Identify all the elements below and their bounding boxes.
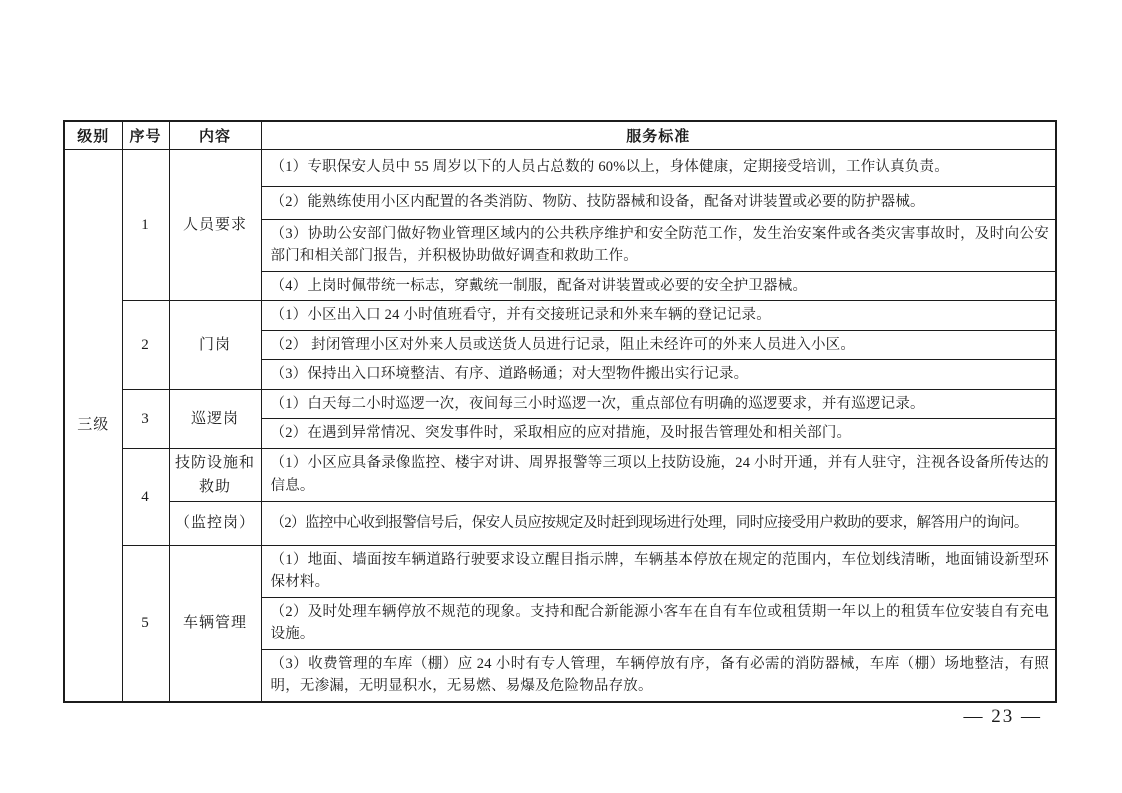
seq-cell-2: 2	[122, 301, 169, 390]
standard-cell: （3）保持出入口环境整洁、有序、道路畅通；对大型物件搬出实行记录。	[261, 360, 1056, 390]
content-cell-monitor-post: （监控岗）	[169, 501, 261, 545]
standard-cell: （2） 封闭管理小区对外来人员或送货人员进行记录，阻止未经许可的外来人员进入小区。	[261, 330, 1056, 360]
standard-cell: （3）收费管理的车库（棚）应 24 小时有专人管理，车辆停放有序，备有必需的消防器械，车库（棚）场地整洁，有照明，无渗漏，无明显积水，无易燃、易爆及危险物品存放。	[261, 649, 1056, 702]
table-row	[64, 501, 1056, 545]
header-level: 级别	[64, 121, 122, 149]
service-standard-table	[63, 120, 1057, 703]
seq-cell-5: 5	[122, 545, 169, 702]
page-number: — 23 —	[963, 706, 1042, 727]
header-seq: 序号	[122, 121, 169, 149]
standard-cell: （2）监控中心收到报警信号后，保安人员应按规定及时赶到现场进行处理，同时应接受用户救助的要求，解答用户的询问。	[261, 501, 1056, 545]
seq-cell-3: 3	[122, 389, 169, 448]
content-cell-vehicle-management: 车辆管理	[169, 545, 261, 702]
standard-cell: （1）小区出入口 24 小时值班看守，并有交接班记录和外来车辆的登记记录。	[261, 301, 1056, 331]
standard-cell: （2）能熟练使用小区内配置的各类消防、物防、技防器械和设备，配备对讲装置或必要的防护器械。	[261, 186, 1056, 219]
standard-cell: （1）小区应具备录像监控、楼宇对讲、周界报警等三项以上技防设施，24 小时开通，并有人驻守，注视各设备所传达的信息。	[261, 448, 1056, 501]
standard-cell: （1）白天每二小时巡逻一次，夜间每三小时巡逻一次，重点部位有明确的巡逻要求，并有巡逻记录。	[261, 389, 1056, 419]
standard-cell: （1）地面、墙面按车辆道路行驶要求设立醒目指示牌，车辆基本停放在规定的范围内，车位划线清晰，地面铺设新型环保材料。	[261, 545, 1056, 597]
standard-cell: （1）专职保安人员中 55 周岁以下的人员占总数的 60%以上，身体健康，定期接受培训，工作认真负责。	[261, 149, 1056, 186]
seq-cell-1: 1	[122, 149, 169, 301]
table-header-row	[64, 121, 1056, 149]
table-row	[64, 149, 1056, 186]
content-cell-gate-post: 门岗	[169, 301, 261, 390]
standard-cell: （2）及时处理车辆停放不规范的现象。支持和配合新能源小客车在自有车位或租赁期一年以上的租赁车位安装自有充电设施。	[261, 597, 1056, 649]
content-cell-tech-facilities: 技防设施和救助	[169, 448, 261, 501]
table-row	[64, 448, 1056, 501]
content-cell-personnel: 人员要求	[169, 149, 261, 301]
level-cell: 三级	[64, 149, 122, 702]
standard-cell: （4）上岗时佩带统一标志，穿戴统一制服，配备对讲装置或必要的安全护卫器械。	[261, 271, 1056, 301]
table-row	[64, 389, 1056, 419]
header-content: 内容	[169, 121, 261, 149]
table-row	[64, 545, 1056, 597]
table-row	[64, 301, 1056, 331]
standard-cell: （2）在遇到异常情况、突发事件时，采取相应的应对措施，及时报告管理处和相关部门。	[261, 419, 1056, 449]
seq-cell-4: 4	[122, 448, 169, 545]
header-standard: 服务标准	[261, 121, 1056, 149]
standard-cell: （3）协助公安部门做好物业管理区域内的公共秩序维护和安全防范工作，发生治安案件或各类灾害事故时，及时向公安部门和相关部门报告，并积极协助做好调查和救助工作。	[261, 219, 1056, 271]
content-cell-patrol-post: 巡逻岗	[169, 389, 261, 448]
